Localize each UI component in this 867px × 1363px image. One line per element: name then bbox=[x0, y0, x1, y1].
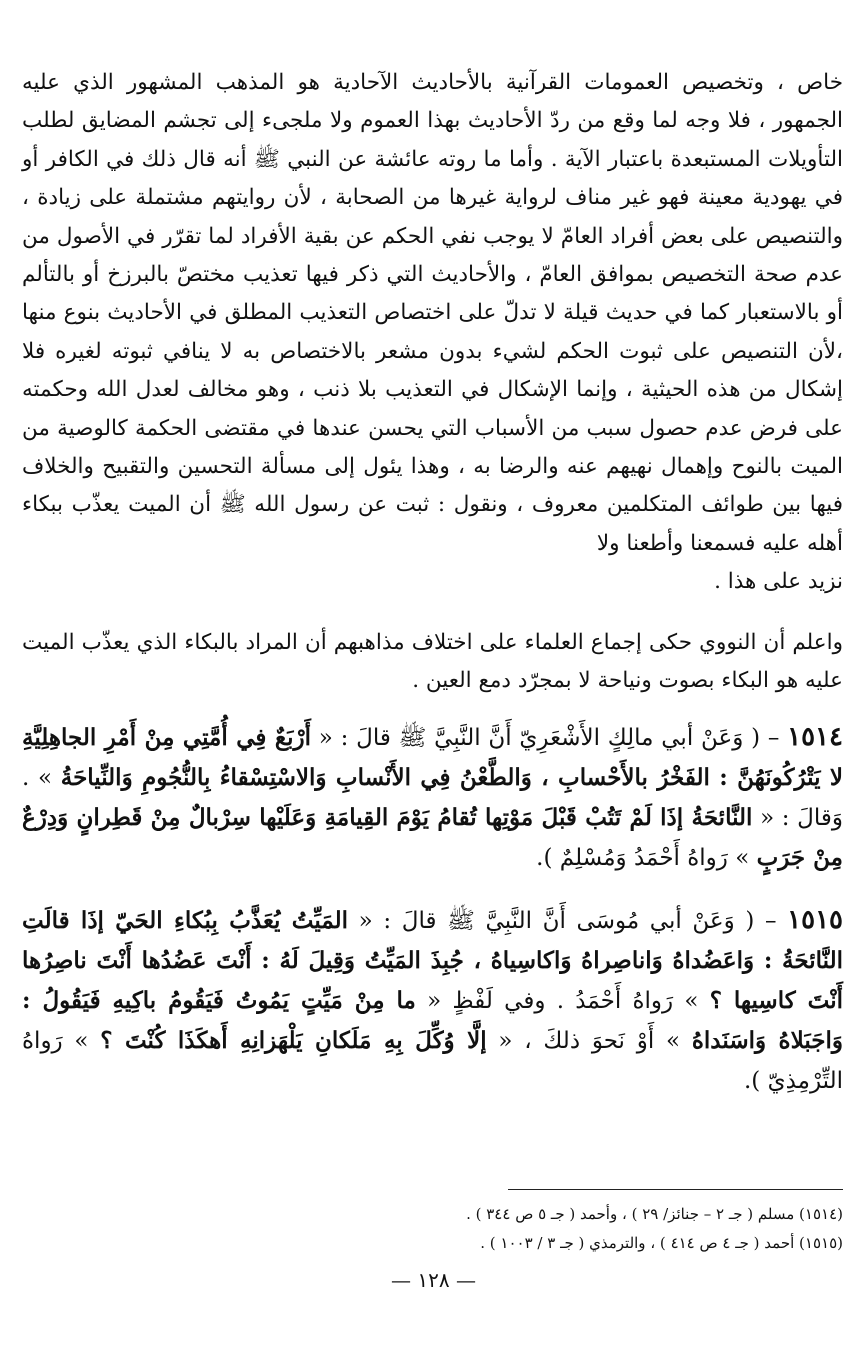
hadith-connector: » رَواهُ أَحْمَدُ . وفي لَفْظٍ « bbox=[415, 987, 710, 1014]
nawawi-note: واعلم أن النووي حكى إجماع العلماء على اختلاف مذاهبهم أن المراد بالبكاء الذي يعذّب الميت عليه هو البكاء بصوت ونياحة لا بمجرّد دمع العين . bbox=[22, 629, 843, 694]
hadith-quote: إلَّا وُكِّلَ بِهِ مَلَكانِ يَلْهَزانِهِ أَهكَذَا كُنْتَ ؟ bbox=[100, 1026, 487, 1054]
hadith-connector: » أَوْ نَحوَ ذلكَ ، « bbox=[486, 1027, 692, 1054]
footnote-divider bbox=[508, 1189, 843, 1190]
hadith-quote: المَيِّتُ يُعَذَّبُ بِبُكاءِ الحَيّ إذَا قالَتِ النَّائحَةُ : وَاعَضُداهُ وَاناصِراهُ وَاكاسِياهُ ، جُبِذَ المَيِّتُ وَقِيلَ لَهُ : أَنْتَ عَضُدُها أَنْتَ ناصِرُها أَنْتَ كاسِيها ؟ bbox=[22, 906, 843, 1014]
hadith-intro: – ( وَعَنْ أبي مُوسَى أَنَّ النَّبِيَّ ﷺ قالَ : « bbox=[348, 907, 788, 934]
hadith-source: » رَواهُ التِّرْمِذِيّ ). bbox=[22, 1027, 843, 1094]
hadith-quote: ما مِنْ مَيِّتٍ يَمُوتُ فَيَقُومُ باكِيهِ فَيَقُولُ : وَاجَبَلاهُ وَاسَنَداهُ bbox=[22, 986, 843, 1054]
page-number: — ١٢٨ — bbox=[391, 1268, 476, 1292]
commentary-paragraph-end: نزيد على هذا . bbox=[714, 569, 843, 595]
commentary-section bbox=[22, 64, 843, 602]
hadith-intro: – ( وَعَنْ أبي مالِكٍ الأَشْعَرِيّ أَنَّ النَّبِيَّ ﷺ قالَ : « bbox=[310, 724, 788, 751]
hadith-1514 bbox=[22, 717, 843, 878]
hadith-number: ١٥١٥ bbox=[787, 904, 843, 935]
hadith-1515 bbox=[22, 900, 843, 1101]
footnote-1515: (١٥١٥) أحمد ( جـ ٤ ص ٤١٤ ) ، والترمذي ( جـ ٣ / ١٠٠٣ ) . bbox=[480, 1234, 843, 1252]
hadith-quote: أَرْبَعٌ فِي أُمَّتِي مِنْ أَمْرِ الجاهِلِيَّةِ لا يَتْرُكُونَهُنَّ : الفَخْرُ بالأَحْسابِ ، وَالطَّعْنُ فِي الأَنْسابِ وَالاسْتِسْقاءُ بِالنُّجُومِ وَالنِّياحَةُ bbox=[22, 723, 843, 791]
hadith-connector: » . وَقالَ : « bbox=[22, 764, 843, 831]
hadith-number: ١٥١٤ bbox=[787, 721, 843, 752]
footnote-1514: (١٥١٤) مسلم ( جـ ٢ – جنائز/ ٢٩ ) ، وأحمد ( جـ ٥ ص ٣٤٤ ) . bbox=[466, 1205, 843, 1223]
commentary-paragraph: خاص ، وتخصيص العمومات القرآنية بالأحاديث الآحادية هو المذهب المشهور الذي عليه الجمهور ، فلا وجه لما وقع من ردّ الأحاديث بهذا العموم ولا ملجىء إلى تجشم المضايق لطلب التأويلات المستبعدة باعتبار الآية . وأما ما روته عائشة عن النبي ﷺ أنه قال ذلك في الكافر أو في يهودية معينة فهو غير مناف لرواية غيرها من الصحابة ، لأن روايتهم مشتملة على زيادة ، والتنصيص على بعض أفراد العامّ لا يوجب نفي الحكم عن بقية الأفراد لما تقرّر في الأصول من عدم صحة التخصيص بموافق العامّ ، والأحاديث التي ذكر فيها تعذيب مختصّ بالبرزخ أو بالتألم أو بالاستعبار كما في حديث قيلة لا تدلّ على اختصاص التعذيب المطلق في الأحاديث بنوع منها ،لأن التنصيص على ثبوت الحكم لشيء بدون مشعر بالاختصاص به لا ينافي ثبوته لغيره فلا إشكال من هذه الحيثية ، وإنما الإشكال في التعذيب بلا ذنب ، وهو مخالف لعدل الله وحكمته على فرض عدم حصول سبب من الأسباب التي يحسن عندها في مقتضى الحكمة كالوصية من الميت بالنوح وإهمال نهيهم عنه والرضا به ، وهذا يئول إلى مسألة التحسين والتقبيح والخلاف فيها بين طوائف المتكلمين معروف ، ونقول : ثبت عن رسول الله ﷺ أن الميت يعذّب ببكاء أهله عليه فسمعنا وأطعنا ولا bbox=[22, 70, 843, 556]
hadith-quote: النَّائحَةُ إذَا لَمْ تَتُبْ قَبْلَ مَوْتِها تُقامُ يَوْمَ القِيامَةِ وَعَلَيْها سِرْبالٌ مِنْ قَطِرانٍ وَدِرْعٌ مِنْ جَرَبٍ bbox=[22, 803, 843, 871]
footnotes bbox=[283, 1200, 843, 1258]
main-text bbox=[22, 64, 843, 1101]
hadith-source: » رَواهُ أَحْمَدُ وَمُسْلِمٌ ). bbox=[536, 844, 757, 871]
